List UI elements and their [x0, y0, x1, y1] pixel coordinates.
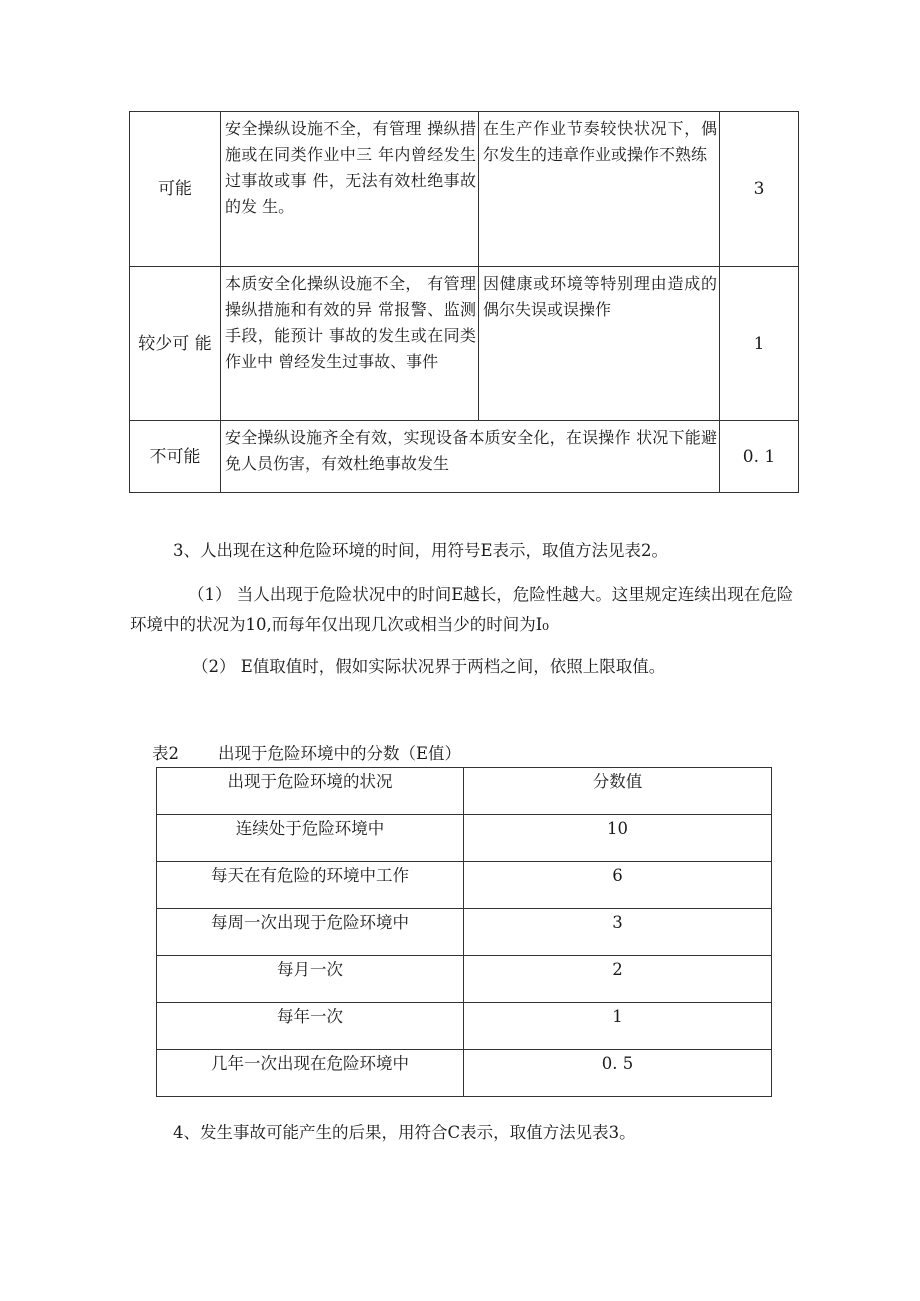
paragraph-exposure-intro: 3、人出现在这种危险环境的时间，用符号E表示，取值方法见表2。: [173, 541, 669, 560]
situation-cell: 每天在有危险的环境中工作: [157, 862, 464, 909]
condition-cell: 安全操纵设施齐全有效，实现设备本质安全化，在误操作 状况下能避免人员伤害，有效杜绝事故发生: [221, 421, 720, 493]
paragraph-exposure-rule-2: （2） E值取值时，假如实际状况界于两档之间，依照上限取值。: [192, 657, 666, 676]
table-row: [157, 862, 772, 909]
score-cell: 3: [464, 909, 772, 956]
table-caption: [152, 741, 461, 767]
score-cell: 1: [720, 267, 799, 421]
score-cell: 10: [464, 815, 772, 862]
header-score: 分数值: [464, 768, 772, 815]
paragraph-exposure-rule-1: （1） 当人出现于危险状况中的时间E越长，危险性越大。这里规定连续出现在危险环境中的状况为10,而每年仅出现几次或相当少的时间为I₀: [130, 585, 794, 634]
table-row: [157, 956, 772, 1003]
likelihood-level: 可能: [130, 112, 221, 267]
situation-cell: 每月一次: [157, 956, 464, 1003]
score-cell: 0. 1: [720, 421, 799, 493]
situation-cell: 每年一次: [157, 1003, 464, 1050]
score-cell: 6: [464, 862, 772, 909]
situation-cell: 连续处于危险环境中: [157, 815, 464, 862]
score-cell: 1: [464, 1003, 772, 1050]
behavior-cell: 在生产作业节奏较快状况下，偶尔发生的违章作业或操作不熟练: [479, 112, 720, 267]
condition-cell: 安全操纵设施不全，有管理 操纵措施或在同类作业中三 年内曾经发生过事故或事 件，无法有效杜绝事故的发 生。: [221, 112, 479, 267]
score-cell: 3: [720, 112, 799, 267]
table-row: [157, 1050, 772, 1097]
table-row: [130, 267, 799, 421]
table-row: [157, 909, 772, 956]
table-header-row: [157, 768, 772, 815]
caption-number: 表2: [152, 744, 179, 763]
score-cell: 0. 5: [464, 1050, 772, 1097]
situation-cell: 每周一次出现于危险环境中: [157, 909, 464, 956]
condition-cell: 本质安全化操纵设施不全， 有管理操纵措施和有效的异 常报警、监测手段，能预计 事故的发生或在同类作业中 曾经发生过事故、事件: [221, 267, 479, 421]
exposure-score-table: [156, 767, 772, 1097]
table-row: [130, 112, 799, 267]
table-row: [130, 421, 799, 493]
caption-title: 出现于危险环境中的分数（E值）: [218, 744, 462, 763]
header-situation: 出现于危险环境的状况: [157, 768, 464, 815]
situation-cell: 几年一次出现在危险环境中: [157, 1050, 464, 1097]
likelihood-level: 较少可 能: [130, 267, 221, 421]
likelihood-level: 不可能: [130, 421, 221, 493]
score-cell: 2: [464, 956, 772, 1003]
paragraph-consequence-intro: 4、发生事故可能产生的后果，用符合C表示，取值方法见表3。: [173, 1123, 636, 1142]
table-row: [157, 1003, 772, 1050]
table-row: [157, 815, 772, 862]
likelihood-table: [129, 111, 799, 493]
behavior-cell: 因健康或环境等特别理由造成的偶尔失误或误操作: [479, 267, 720, 421]
